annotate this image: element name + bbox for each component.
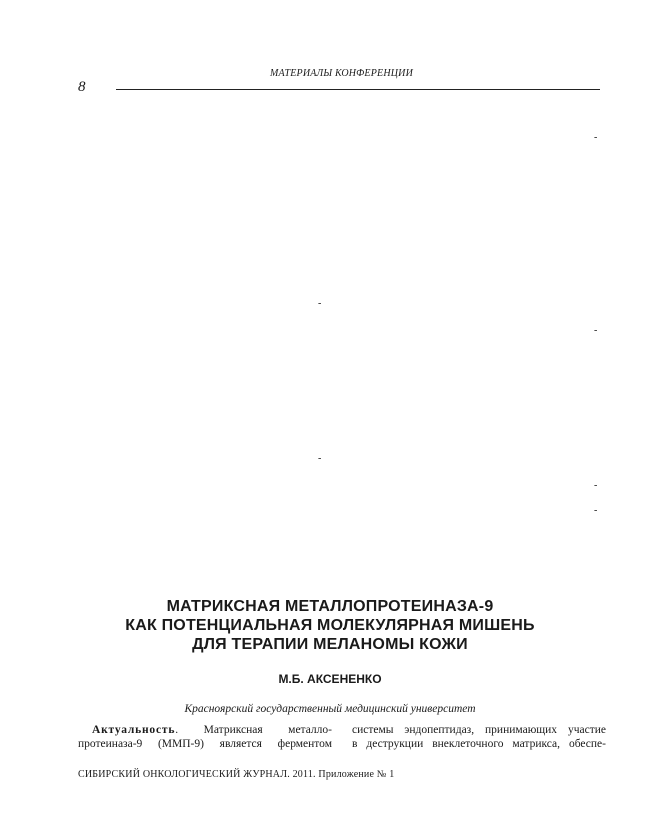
stray-dash: - <box>594 325 598 336</box>
body-text: . Матриксная металло- <box>175 724 332 736</box>
article-title <box>60 597 600 654</box>
stray-dash: - <box>594 505 598 516</box>
title-line: МАТРИКСНАЯ МЕТАЛЛОПРОТЕИНАЗА-9 <box>166 598 494 615</box>
body-line: системы эндопептидаз, принимающих участие <box>352 724 606 736</box>
journal-footer: СИБИРСКИЙ ОНКОЛОГИЧЕСКИЙ ЖУРНАЛ. 2011. Приложение № 1 <box>78 769 395 780</box>
body-line <box>78 723 332 737</box>
body-line: протеиназа-9 (ММП-9) является ферментом <box>78 738 332 750</box>
stray-dash: - <box>594 480 598 491</box>
author: М.Б. АКСЕНЕНКО <box>278 672 382 686</box>
body-column-right <box>352 723 606 751</box>
stray-dash: - <box>594 132 598 143</box>
header-rule <box>116 89 600 90</box>
running-head: МАТЕРИАЛЫ КОНФЕРЕНЦИИ <box>270 68 414 79</box>
body-line: в деструкции внеклеточного матрикса, обеспе- <box>352 738 606 750</box>
stray-dash: - <box>318 453 322 464</box>
title-line: КАК ПОТЕНЦИАЛЬНАЯ МОЛЕКУЛЯРНАЯ МИШЕНЬ <box>125 617 535 634</box>
page-number: 8 <box>78 79 86 95</box>
body-column-left <box>78 723 332 751</box>
section-keyword: Актуальность <box>92 724 176 736</box>
stray-dash: - <box>318 298 322 309</box>
title-line: ДЛЯ ТЕРАПИИ МЕЛАНОМЫ КОЖИ <box>192 636 468 653</box>
affiliation: Красноярский государственный медицинский университет <box>184 703 476 715</box>
